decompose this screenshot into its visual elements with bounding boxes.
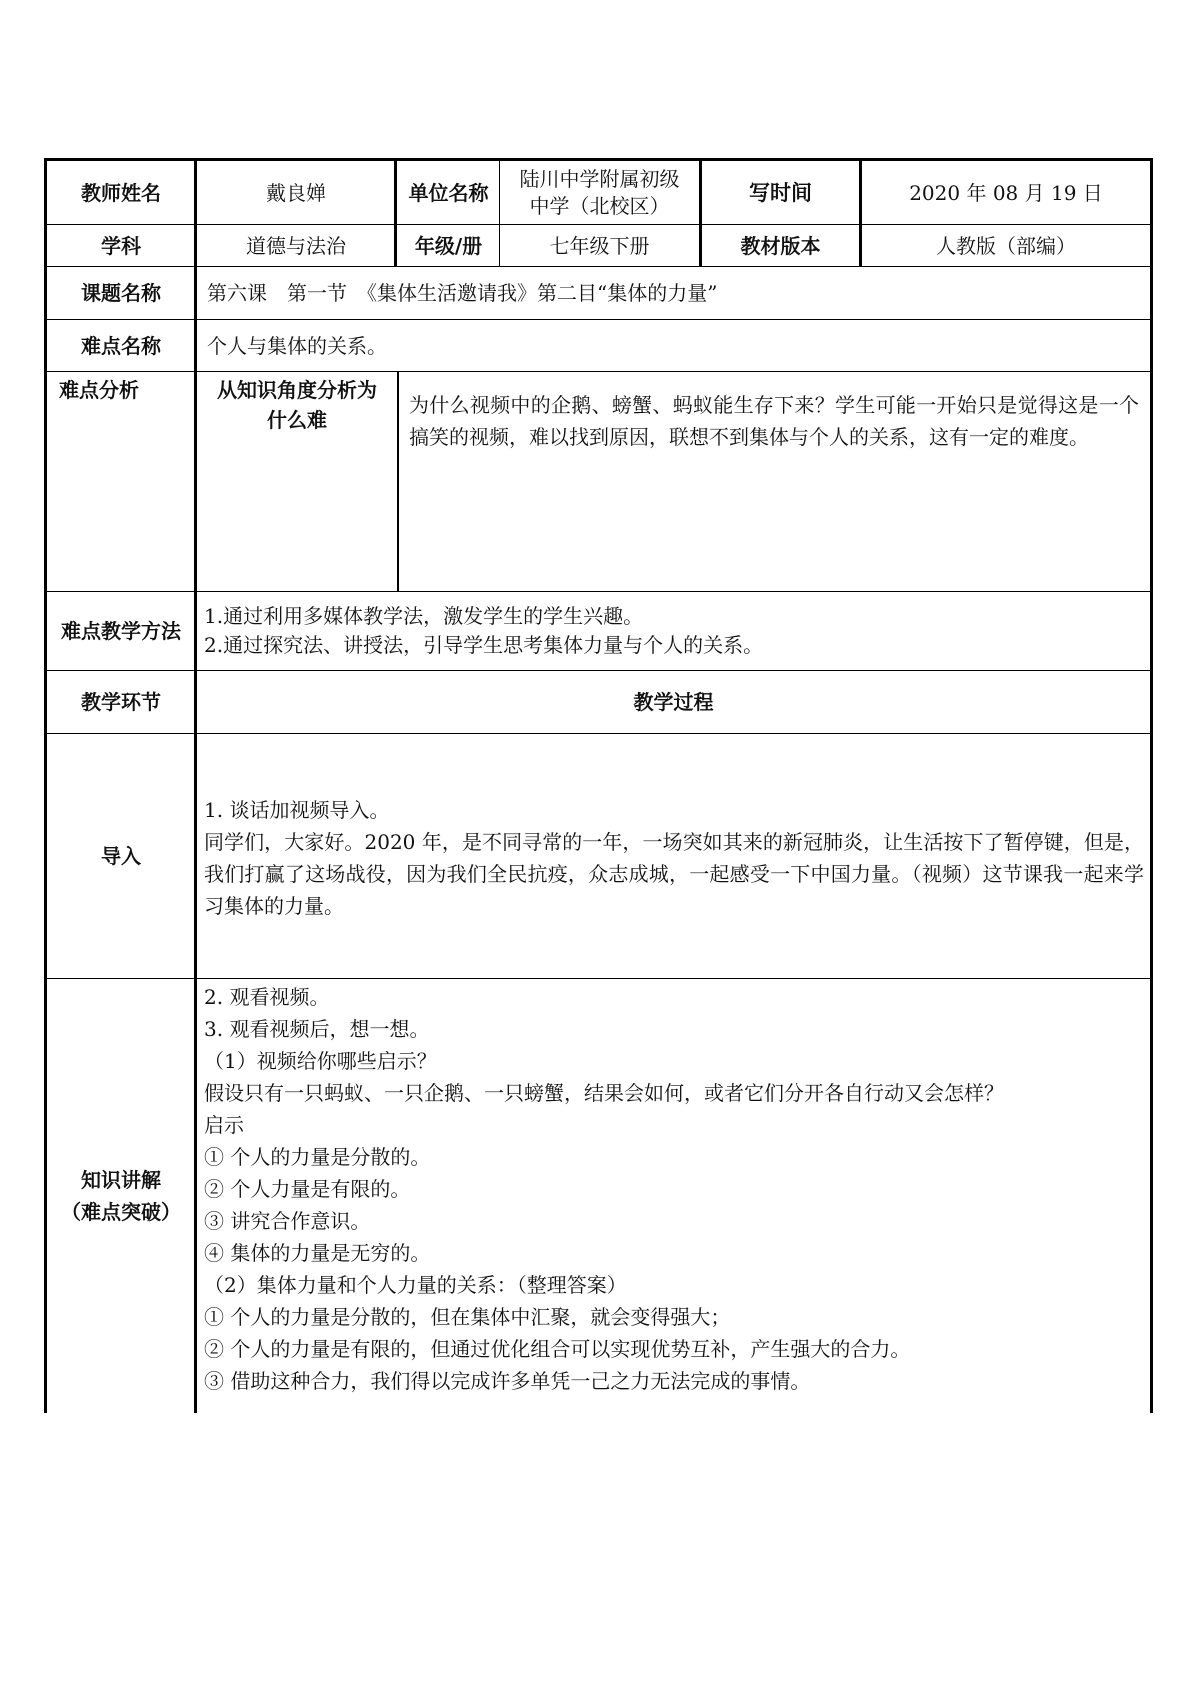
edition-label: 教材版本 (740, 233, 821, 258)
knowledge-line: ③ 讲究合作意识。 (204, 1209, 371, 1233)
knowledge-line: 假设只有一只蚂蚁、一只企鹅、一只螃蟹，结果会如何，或者它们分开各自行动又会怎样？ (204, 1081, 1004, 1105)
knowledge-label-line-1: 知识讲解 (81, 1168, 161, 1192)
row-divider (47, 371, 1150, 372)
knowledge-line: ④ 集体的力量是无穷的。 (204, 1241, 431, 1265)
method-line: 2.通过探究法、讲授法，引导学生思考集体力量与个人的关系。 (204, 633, 764, 657)
knowledge-line: ③ 借助这种合力，我们得以完成许多单凭一己之力无法完成的事情。 (204, 1369, 811, 1393)
topic-value: 第六课 第一节 《集体生活邀请我》第二目“集体的力量” (207, 281, 718, 305)
write-time-value: 2020 年 08 月 19 日 (909, 180, 1103, 205)
process-content-header: 教学过程 (633, 690, 714, 714)
unit-name-value (500, 161, 699, 224)
grade-label: 年级/册 (414, 233, 483, 258)
column-divider (397, 371, 399, 591)
knowledge-line: ② 个人力量是有限的。 (204, 1177, 411, 1201)
knowledge-line: 启示 (204, 1113, 244, 1137)
topic-label: 课题名称 (81, 281, 161, 305)
intro-line: 同学们，大家好。2020 年，是不同寻常的一年，一场突如其来的新冠肺炎，让生活按下了暂停键，但是，我们打赢了这场战役，因为我们全民抗疫，众志成城，一起感受一下中国力量。（视频）这节课我一起来学习集体的力量。 (204, 830, 1144, 918)
knowledge-line: ① 个人的力量是分散的，但在集体中汇聚，就会变得强大； (204, 1305, 731, 1329)
knowledge-line: 3. 观看视频后，想一想。 (204, 1017, 430, 1041)
analysis-text: 为什么视频中的企鹅、螃蟹、蚂蚁能生存下来？学生可能一开始只是觉得这是一个搞笑的视频，难以找到原因，联想不到集体与个人的关系，这有一定的难度。 (409, 393, 1139, 449)
knowledge-line: 2. 观看视频。 (204, 985, 330, 1009)
lesson-plan-table (44, 158, 1153, 1413)
unit-name-label: 单位名称 (408, 180, 489, 205)
method-text (204, 602, 1144, 660)
teacher-name-value: 戴良婵 (266, 180, 326, 205)
row-divider (47, 978, 1150, 979)
intro-line: 1. 谈话加视频导入。 (204, 798, 390, 822)
write-time-label: 写时间 (749, 180, 812, 205)
teacher-name-label: 教师姓名 (81, 180, 161, 205)
subject-label: 学科 (101, 233, 141, 258)
knowledge-line: ① 个人的力量是分散的。 (204, 1145, 431, 1169)
analysis-label: 难点分析 (59, 378, 139, 402)
unit-name-line-1: 陆川中学附属初级 (519, 166, 680, 191)
knowledge-label-line-2: （难点突破） (61, 1200, 181, 1224)
knowledge-label (47, 979, 195, 1413)
method-label: 难点教学方法 (61, 619, 181, 643)
unit-name-line-2: 中学（北校区） (529, 193, 670, 218)
method-line: 1.通过利用多媒体教学法，激发学生的学生兴趣。 (204, 604, 644, 628)
intro-label: 导入 (101, 844, 141, 868)
row-divider (47, 733, 1150, 734)
knowledge-line: （2）集体力量和个人力量的关系：（整理答案） (204, 1273, 627, 1297)
process-stage-header: 教学环节 (81, 690, 161, 714)
analysis-sub-label-line-2: 什么难 (267, 408, 327, 432)
knowledge-line: （1）视频给你哪些启示？ (204, 1049, 437, 1073)
difficulty-value: 个人与集体的关系。 (207, 333, 387, 358)
intro-text (204, 794, 1144, 922)
difficulty-label: 难点名称 (81, 333, 161, 358)
subject-value: 道德与法治 (246, 233, 346, 258)
row-divider (47, 591, 1150, 592)
analysis-sub-label (197, 373, 397, 437)
knowledge-line: ② 个人的力量是有限的，但通过优化组合可以实现优势互补，产生强大的合力。 (204, 1337, 911, 1361)
knowledge-text (204, 981, 1144, 1397)
grade-value: 七年级下册 (549, 233, 650, 258)
edition-value: 人教版（部编） (936, 233, 1076, 258)
analysis-sub-label-line-1: 从知识角度分析为 (217, 378, 377, 402)
